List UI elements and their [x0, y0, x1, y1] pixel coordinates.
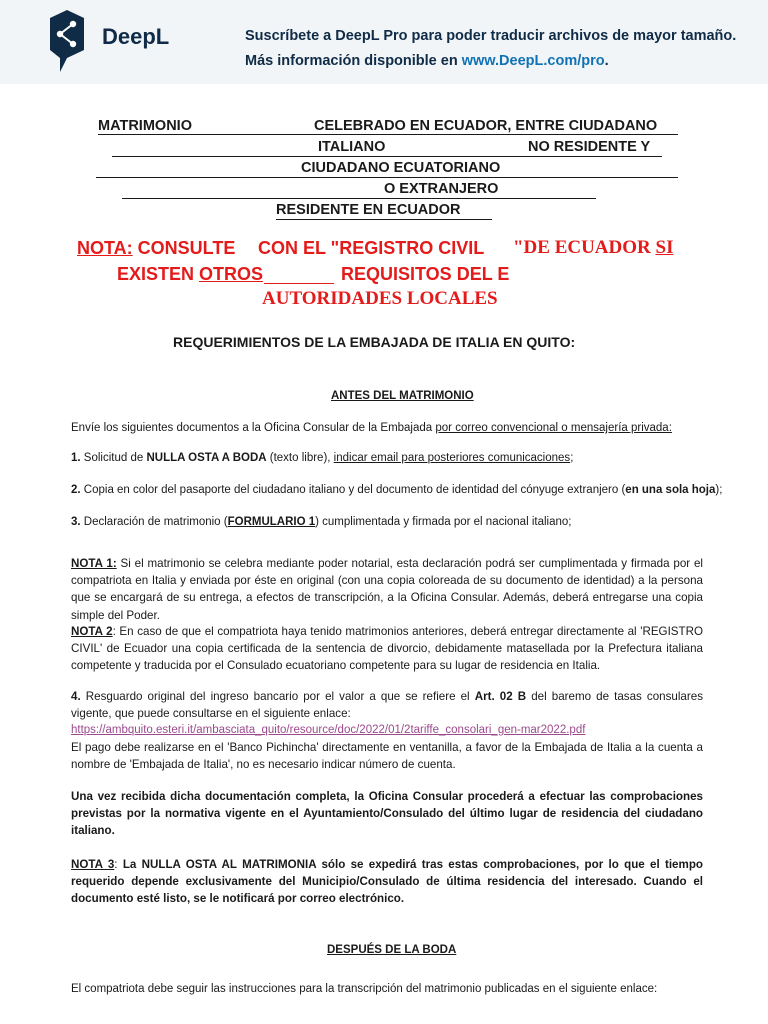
transcription-text: El compatriota debe seguir las instrucciones para la transcripción del matrimonio publicadas en el siguiente enlace: — [71, 983, 658, 995]
title-o-extranjero: O EXTRANJERO — [384, 181, 499, 197]
nota-1-paragraph: NOTA 1: Si el matrimonio se celebra mediante poder notarial, esta declaración podrá ser cumplimentada y firmada por el compatriota en Italia y enviada por éste en original (con una copia coloreada de su documento de identidad) a la persona que se encargará de su entrega, a efectos de transcripción, a la Oficina Consular. Además, deberá entregarse una copia simple del Poder. — [71, 557, 703, 622]
title-italiano: ITALIANO — [318, 139, 386, 155]
section-antes: ANTES DEL MATRIMONIO — [331, 390, 474, 402]
title-celebrado: CELEBRADO EN ECUADOR, ENTRE CIUDADANO — [314, 118, 658, 134]
section-despues: DESPUÉS DE LA BODA — [327, 944, 457, 956]
nota-2-paragraph: NOTA 2: En caso de que el compatriota haya tenido matrimonios anteriores, deberá entregar directamente al 'REGISTRO CIVIL' de Ecuador una copia certificada de la sentencia de divorcio, debidamente matasellada por la Prefectura italiana competente y traducida por el Consulado ecuatoriano competente para su lugar de residencia en Italia. — [71, 625, 703, 673]
banner-promo-text: Suscríbete a DeepL Pro para poder traducir archivos de mayor tamaño. — [245, 28, 737, 44]
deepl-logo-icon — [46, 10, 88, 72]
nota-line-1: NOTA: CONSULTE — [77, 238, 236, 258]
nota-requisitos: REQUISITOS DEL E — [341, 264, 510, 284]
deepl-brand-name: DeepL — [102, 24, 170, 49]
item-3: 3. Declaración de matrimonio (FORMULARIO 1) cumplimentada y firmada por el nacional italiano; — [71, 516, 572, 528]
item-4-paragraph: 4. Resguardo original del ingreso bancario por el valor a que se refiere el Art. 02 B del baremo de tasas consulares vigente, que puede consultarse en el siguiente enlace: — [71, 690, 703, 721]
tariff-link[interactable]: https://ambquito.esteri.it/ambasciata_quito/resource/doc/2022/01/2tariffe_consolari_gen-mar2022.pdf — [71, 724, 586, 736]
nota-3-paragraph: NOTA 3: La NULLA OSTA AL MATRIMONIA sólo se expedirá tras estas comprobaciones, por lo que el tiempo requerido depende exclusivamente del Municipio/Consulado de última residencia del interesado. Cuando el documento esté listo, se le notificará por correo electrónico. — [71, 858, 703, 906]
nota-underline — [264, 283, 334, 284]
verification-paragraph: Una vez recibida dicha documentación completa, la Oficina Consular procederá a efectuar las comprobaciones previstas por la normativa vigente en el Ayuntamiento/Consulado del último lugar de residencia del ciudadano italiano. — [71, 790, 703, 838]
nota-registro-civil: CON EL "REGISTRO CIVIL — [258, 238, 485, 258]
intro-text: Envíe los siguientes documentos a la Oficina Consular de la Embajada por correo convencional o mensajería privada: — [71, 422, 672, 434]
nota-de-ecuador: "DE ECUADOR SI — [513, 237, 674, 258]
title-underline — [96, 177, 678, 178]
nota-autoridades: AUTORIDADES LOCALES — [262, 288, 498, 309]
banner-info-text: Más información disponible en www.DeepL.com/pro. — [245, 53, 609, 69]
title-underline — [122, 198, 596, 199]
nota-line-2: EXISTEN OTROS — [117, 264, 264, 284]
title-word-matrimonio: MATRIMONIO — [98, 118, 192, 134]
title-underline — [112, 156, 662, 157]
payment-text: El pago debe realizarse en el 'Banco Pichincha' directamente en ventanilla, a favor de la Embajada de Italia a la cuenta a nombre de 'Embajada de Italia', no es necesario indicar número de cuenta. — [71, 741, 703, 772]
deepl-pro-link[interactable]: www.DeepL.com/pro — [461, 53, 605, 69]
deepl-banner — [0, 0, 768, 84]
item-2: 2. Copia en color del pasaporte del ciudadano italiano y del documento de identidad del cónyuge extranjero (en una sola hoja); — [71, 484, 723, 496]
title-no-residente: NO RESIDENTE Y — [528, 139, 651, 155]
item-1: 1. Solicitud de NULLA OSTA A BODA (texto libre), indicar email para posteriores comunicaciones; — [71, 452, 574, 464]
title-underline — [98, 134, 678, 135]
title-residente: RESIDENTE EN ECUADOR — [276, 202, 461, 218]
title-underline — [276, 219, 492, 220]
page-heading: REQUERIMIENTOS DE LA EMBAJADA DE ITALIA EN QUITO: — [173, 334, 576, 350]
title-ciudadano-ecuatoriano: CIUDADANO ECUATORIANO — [301, 160, 501, 176]
